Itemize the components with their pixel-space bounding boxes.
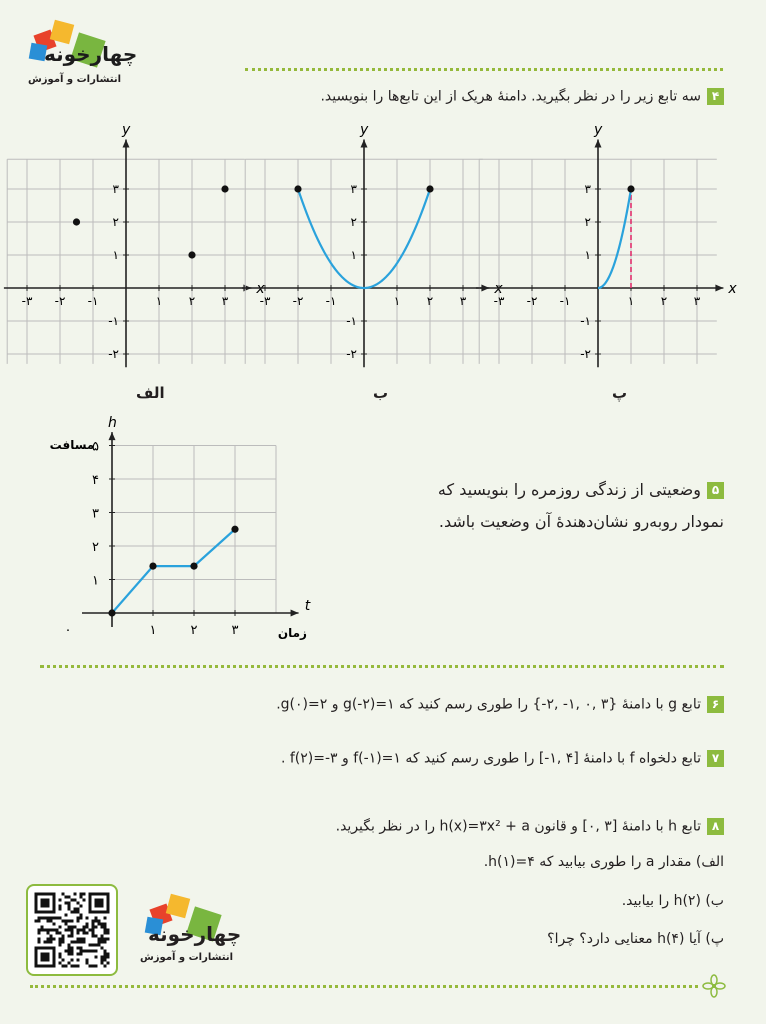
qr-module [77,959,80,962]
qr-module [77,938,80,941]
x-axis-title: زمان [277,626,307,640]
qr-module [92,929,95,932]
qr-module [101,962,104,965]
x-tick-label: -۱ [87,294,99,308]
qr-module [59,953,62,956]
qr-module [71,899,74,902]
qr-module [50,935,53,938]
qr-module [95,950,98,953]
qr-module [68,920,71,923]
x-tick-label: ۳ [221,294,229,308]
qr-module [38,941,41,944]
y-tick-label: ۵ [92,439,99,455]
y-axis-label: y [594,122,603,139]
qr-module [92,923,95,926]
qr-module [65,902,68,905]
question-8-part-b: ب) (۲)h را بیابید. [621,893,724,909]
qr-module [68,902,71,905]
qr-module [38,938,41,941]
y-tick-label: -۱ [580,314,591,328]
qr-module [107,932,110,935]
question-number-5: ۵ [707,482,724,499]
data-point [149,563,156,570]
qr-module [86,962,89,965]
x-tick-label: ۳ [693,294,701,308]
qr-module [95,956,98,959]
qr-module [62,965,65,968]
qr-module [68,896,71,899]
qr-module [65,929,68,932]
qr-module [83,893,86,896]
qr-finder [95,899,104,908]
qr-module [59,956,62,959]
x-tick-label: -۲ [526,294,538,308]
qr-module [83,932,86,935]
data-point [221,185,228,192]
x-tick-label: -۳ [493,294,505,308]
qr-module [77,902,80,905]
data-point [231,526,238,533]
graph-be [259,118,513,363]
qr-module [92,926,95,929]
x-tick-label: -۳ [259,294,271,308]
separator-top [245,68,723,71]
question-number-4: ۴ [707,88,724,105]
qr-module [95,965,98,968]
qr-module [38,917,41,920]
qr-module [86,959,89,962]
qr-module [68,935,71,938]
qr-module [38,932,41,935]
qr-module [101,947,104,950]
brand-subtitle: انتشارات و آموزش [28,74,122,85]
qr-finder [41,899,50,908]
qr-module [92,932,95,935]
qr-module [77,911,80,914]
qr-module [80,917,83,920]
qr-module [77,929,80,932]
x-tick-label: ۲ [190,623,198,638]
qr-module [65,965,68,968]
qr-module [38,929,41,932]
graph-pe [493,118,747,363]
qr-module [50,941,53,944]
qr-module [68,947,71,950]
qr-module [104,917,107,920]
y-tick-label: ۲ [350,215,357,229]
qr-module [47,932,50,935]
qr-module [86,950,89,953]
qr-module [50,938,53,941]
y-tick-label: ۱ [92,573,99,589]
qr-module [59,899,62,902]
qr-module [74,911,77,914]
qr-module [59,908,62,911]
question-number-6: ۶ [707,696,724,713]
question-4-text: سه تابع زیر را در نظر بگیرید. دامنهٔ هریک از این تابع‌ها را بنویسید. [320,88,701,105]
qr-module [80,905,83,908]
qr-code[interactable] [26,884,118,976]
qr-module [95,920,98,923]
data-point [108,609,115,616]
qr-module [68,908,71,911]
qr-module [44,917,47,920]
qr-module [107,953,110,956]
qr-module [98,920,101,923]
qr-module [74,899,77,902]
qr-module [56,932,59,935]
y-tick-label: ۴ [92,473,99,488]
y-tick-label: ۲ [92,540,99,555]
qr-module [95,944,98,947]
qr-module [74,965,77,968]
qr-module [98,938,101,941]
y-tick-label: ۱ [112,248,119,262]
qr-module [71,953,74,956]
qr-module [92,920,95,923]
y-axis-arrow-icon [109,432,116,440]
panel-label-pe: پ [612,384,628,402]
panel-label-be: ب [373,384,389,402]
brand-name: چهارخونه [44,42,138,66]
qr-module [41,929,44,932]
y-tick-label: ۳ [350,182,357,196]
x-tick-label: -۱ [325,294,337,308]
qr-module [107,938,110,941]
qr-module [50,917,53,920]
qr-module [80,929,83,932]
question-5 [438,474,724,538]
qr-module [92,950,95,953]
qr-module [77,932,80,935]
qr-module [71,959,74,962]
endpoint [426,185,433,192]
question-7-text: تابع دلخواه f با دامنهٔ [۴ ,۱-] را طوری رسم کنید که ۱=(۱-)f و ۳-=(۲)f . [280,750,701,767]
x-axis-label: x [256,281,265,297]
qr-module [95,926,98,929]
qr-module [50,929,53,932]
qr-finder [41,953,50,962]
qr-module [83,941,86,944]
qr-module [104,959,107,962]
y-tick-label: ۳ [112,182,119,196]
qr-module [62,959,65,962]
separator-middle [40,665,724,668]
x-axis-letter: t [304,598,311,614]
qr-module [62,935,65,938]
brand-subtitle-bottom: انتشارات و آموزش [140,952,234,963]
function-curve [598,189,631,288]
y-tick-label: -۲ [346,347,357,361]
qr-module [62,938,65,941]
qr-module [53,929,56,932]
y-tick-label: ۱ [584,248,591,262]
qr-module [107,962,110,965]
qr-module [86,923,89,926]
y-axis-arrow-icon [123,140,130,148]
qr-module [80,896,83,899]
qr-module [44,941,47,944]
x-tick-label: ۲ [188,294,196,308]
qr-module [71,965,74,968]
qr-module [80,950,83,953]
qr-module [59,962,62,965]
x-axis-label: x [494,281,503,297]
qr-module [86,932,89,935]
qr-module [65,950,68,953]
qr-module [50,920,53,923]
qr-module [71,932,74,935]
qr-module [80,941,83,944]
qr-module [89,950,92,953]
question-8-part-a: الف) مقدار a را طوری بیابید که ۴=(۱)h. [483,854,724,870]
qr-module [107,929,110,932]
qr-module [95,935,98,938]
qr-module [68,962,71,965]
qr-module [59,932,62,935]
qr-module [59,905,62,908]
qr-module [80,893,83,896]
qr-module [41,917,44,920]
qr-module [71,947,74,950]
x-tick-label: ۳ [459,294,467,308]
qr-module [83,929,86,932]
question-5-line2: نمودار روبه‌رو نشان‌دهندهٔ آن وضعیت باشد. [438,512,724,531]
qr-module [35,920,38,923]
qr-module [104,941,107,944]
qr-module [71,941,74,944]
y-tick-label: -۱ [346,314,357,328]
distance-time-graph [40,414,320,650]
x-tick-label: ۳ [231,623,239,638]
qr-module [74,926,77,929]
qr-module [80,953,83,956]
question-8-text: تابع h با دامنهٔ [۳ ,۰] و قانون h(x)=۳x² + a را در نظر بگیرید. [335,818,701,835]
qr-module [104,950,107,953]
qr-module [77,965,80,968]
qr-module [68,944,71,947]
x-tick-label: -۲ [54,294,66,308]
qr-module [68,953,71,956]
qr-module [71,929,74,932]
data-point [188,251,195,258]
data-point [190,563,197,570]
y-tick-label: ۲ [584,215,591,229]
qr-module [71,920,74,923]
qr-module [77,941,80,944]
question-6 [276,696,724,713]
brand-logo-top [22,14,138,94]
question-6-text: تابع g با دامنهٔ {۳ ,۰ ,۱- ,۲-} را طوری رسم کنید که ۱=(۲-)g و ۲=(۰)g. [276,696,701,713]
qr-module [47,920,50,923]
qr-module [71,935,74,938]
qr-module [101,941,104,944]
qr-module [86,917,89,920]
x-tick-label: ۲ [660,294,668,308]
qr-module [86,926,89,929]
y-axis-label: y [360,122,369,139]
qr-module [65,923,68,926]
y-tick-label: ۳ [584,182,591,196]
qr-module [65,920,68,923]
flower-ornament-icon [702,974,726,998]
x-tick-label: ۲ [426,294,434,308]
data-point [73,218,80,225]
x-tick-label: ۱ [149,623,157,638]
qr-module [104,938,107,941]
qr-module [101,959,104,962]
qr-module [104,932,107,935]
y-tick-label: ۱ [350,248,357,262]
qr-module [104,929,107,932]
y-tick-label: -۱ [108,314,119,328]
question-number-8: ۸ [707,818,724,835]
qr-module [56,917,59,920]
x-axis-label: x [728,281,737,297]
brand-logo-bottom [138,892,248,972]
qr-module [68,929,71,932]
x-tick-label: ۱ [155,294,163,308]
qr-module [83,950,86,953]
qr-module [101,923,104,926]
qr-module [77,908,80,911]
qr-code-icon [28,886,116,974]
y-tick-label: -۲ [580,347,591,361]
qr-module [71,950,74,953]
question-8 [336,818,724,835]
qr-module [98,923,101,926]
qr-module [101,935,104,938]
qr-module [71,911,74,914]
qr-module [104,953,107,956]
x-tick-label: ۱ [393,294,401,308]
question-7 [281,750,724,767]
y-axis-arrow-icon [595,140,602,148]
qr-module [98,941,101,944]
x-tick-label: -۱ [559,294,571,308]
question-5-line1: وضعیتی از زندگی روزمره را بنویسید که [437,480,701,499]
qr-module [65,914,68,917]
qr-module [89,929,92,932]
qr-module [89,944,92,947]
qr-module [65,896,68,899]
qr-module [59,926,62,929]
qr-module [62,920,65,923]
qr-module [59,944,62,947]
qr-module [74,893,77,896]
qr-module [101,938,104,941]
qr-module [47,938,50,941]
qr-module [44,929,47,932]
qr-module [92,944,95,947]
qr-module [41,926,44,929]
y-tick-label: ۳ [92,506,99,522]
qr-module [83,899,86,902]
qr-module [62,893,65,896]
qr-module [71,926,74,929]
qr-module [59,938,62,941]
qr-module [101,956,104,959]
x-tick-label: ۱ [627,294,635,308]
x-tick-label: -۳ [21,294,33,308]
qr-module [83,938,86,941]
qr-module [107,956,110,959]
qr-module [53,917,56,920]
qr-module [59,917,62,920]
x-tick-label: -۲ [292,294,304,308]
qr-module [77,947,80,950]
qr-module [80,938,83,941]
qr-module [92,965,95,968]
qr-module [104,926,107,929]
panel-label-alef: الف [136,384,165,402]
graph-alef [21,118,275,363]
question-number-7: ۷ [707,750,724,767]
y-axis-title: مسافت [49,437,95,452]
qr-module [104,965,107,968]
qr-module [80,914,83,917]
question-4 [320,88,724,105]
qr-module [77,917,80,920]
qr-module [104,956,107,959]
qr-module [53,923,56,926]
qr-module [74,941,77,944]
y-tick-label: -۲ [108,347,119,361]
qr-module [47,929,50,932]
qr-module [62,941,65,944]
qr-module [77,920,80,923]
endpoint [627,185,634,192]
qr-module [68,926,71,929]
qr-module [56,929,59,932]
x-axis-arrow-icon [291,610,299,617]
qr-module [47,941,50,944]
qr-module [68,905,71,908]
qr-module [77,953,80,956]
qr-module [89,965,92,968]
qr-module [98,944,101,947]
qr-module [92,935,95,938]
question-8-part-c: پ) آیا (۴)h معنایی دارد؟ چرا؟ [547,931,724,947]
x-axis-arrow-icon [715,285,723,292]
qr-module [104,923,107,926]
qr-module [83,926,86,929]
qr-module [47,917,50,920]
qr-module [68,950,71,953]
y-axis-letter: h [108,414,117,431]
y-axis-arrow-icon [361,140,368,148]
endpoint [294,185,301,192]
qr-module [95,917,98,920]
distance-line [112,529,235,613]
x-tick-label: ۰ [64,623,72,638]
qr-module [101,926,104,929]
brand-name-bottom: چهارخونه [148,922,242,946]
qr-module [80,947,83,950]
qr-module [38,920,41,923]
y-tick-label: ۲ [112,215,119,229]
qr-module [74,908,77,911]
y-axis-label: y [122,122,131,139]
qr-module [53,938,56,941]
separator-bottom [30,985,698,988]
qr-module [59,941,62,944]
